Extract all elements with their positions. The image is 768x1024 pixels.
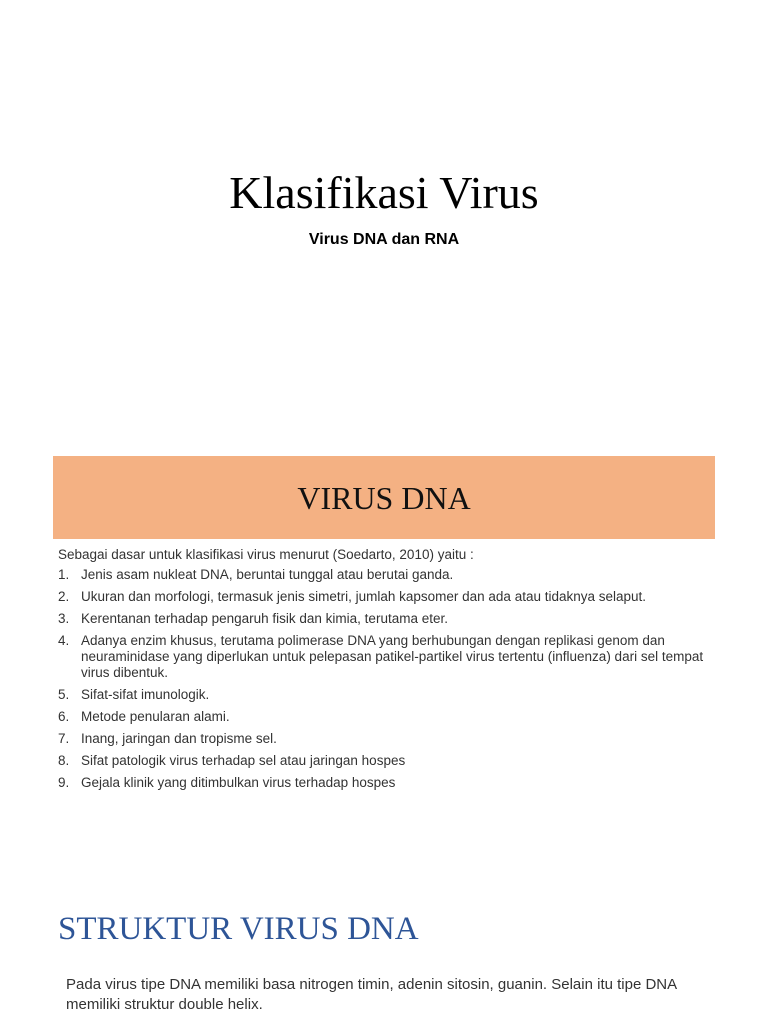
- list-text: Jenis asam nukleat DNA, beruntai tunggal atau berutai ganda.: [81, 567, 454, 582]
- list-item: [58, 753, 718, 769]
- list-number: 7.: [58, 731, 70, 746]
- list-number: 9.: [58, 775, 70, 790]
- slide-title: Klasifikasi Virus: [229, 167, 539, 218]
- list-text: Kerentanan terhadap pengaruh fisik dan kimia, terutama eter.: [81, 611, 448, 626]
- list-text: Sifat-sifat imunologik.: [81, 687, 210, 702]
- list-item: [58, 709, 718, 725]
- list-item: [58, 611, 718, 627]
- list-number: 3.: [58, 611, 70, 626]
- list-number: 8.: [58, 753, 70, 768]
- list-number: 1.: [58, 567, 70, 582]
- list-number: 5.: [58, 687, 70, 702]
- list-text: Ukuran dan morfologi, termasuk jenis simetri, jumlah kapsomer dan ada atau tidaknya selaput.: [81, 589, 647, 604]
- list-text: Inang, jaringan dan tropisme sel.: [81, 731, 277, 746]
- list-text: Sifat patologik virus terhadap sel atau jaringan hospes: [81, 753, 406, 768]
- intro-text: Sebagai dasar untuk klasifikasi virus menurut (Soedarto, 2010) yaitu :: [58, 547, 474, 562]
- list-item: [58, 633, 718, 681]
- list-text: Metode penularan alami.: [81, 709, 230, 724]
- list-number: 2.: [58, 589, 70, 604]
- list-item: [58, 687, 718, 703]
- section-title: STRUKTUR VIRUS DNA: [58, 911, 419, 947]
- list-number: 6.: [58, 709, 70, 724]
- classification-section: [58, 547, 718, 797]
- list-item: [58, 775, 718, 791]
- section-body: Pada virus tipe DNA memiliki basa nitrogen timin, adenin sitosin, guanin. Selain itu tipe DNA memiliki struktur double helix.: [66, 976, 677, 1013]
- list-item: [58, 567, 718, 583]
- list-item: [58, 731, 718, 747]
- list-number: 4.: [58, 633, 70, 648]
- list-item: [58, 589, 718, 605]
- list-text: Gejala klinik yang ditimbulkan virus terhadap hospes: [81, 775, 396, 790]
- banner-title: VIRUS DNA: [297, 479, 471, 516]
- virus-dna-banner: [53, 456, 715, 539]
- slide-subtitle: Virus DNA dan RNA: [308, 231, 460, 248]
- classification-list: [58, 567, 718, 791]
- list-text: Adanya enzim khusus, terutama polimerase DNA yang berhubungan dengan replikasi genom dan neuraminidase yang diperlukan untuk pelepasan patikel-partikel virus tertentu (influenza) dari sel tempat virus dibentuk.: [81, 633, 704, 680]
